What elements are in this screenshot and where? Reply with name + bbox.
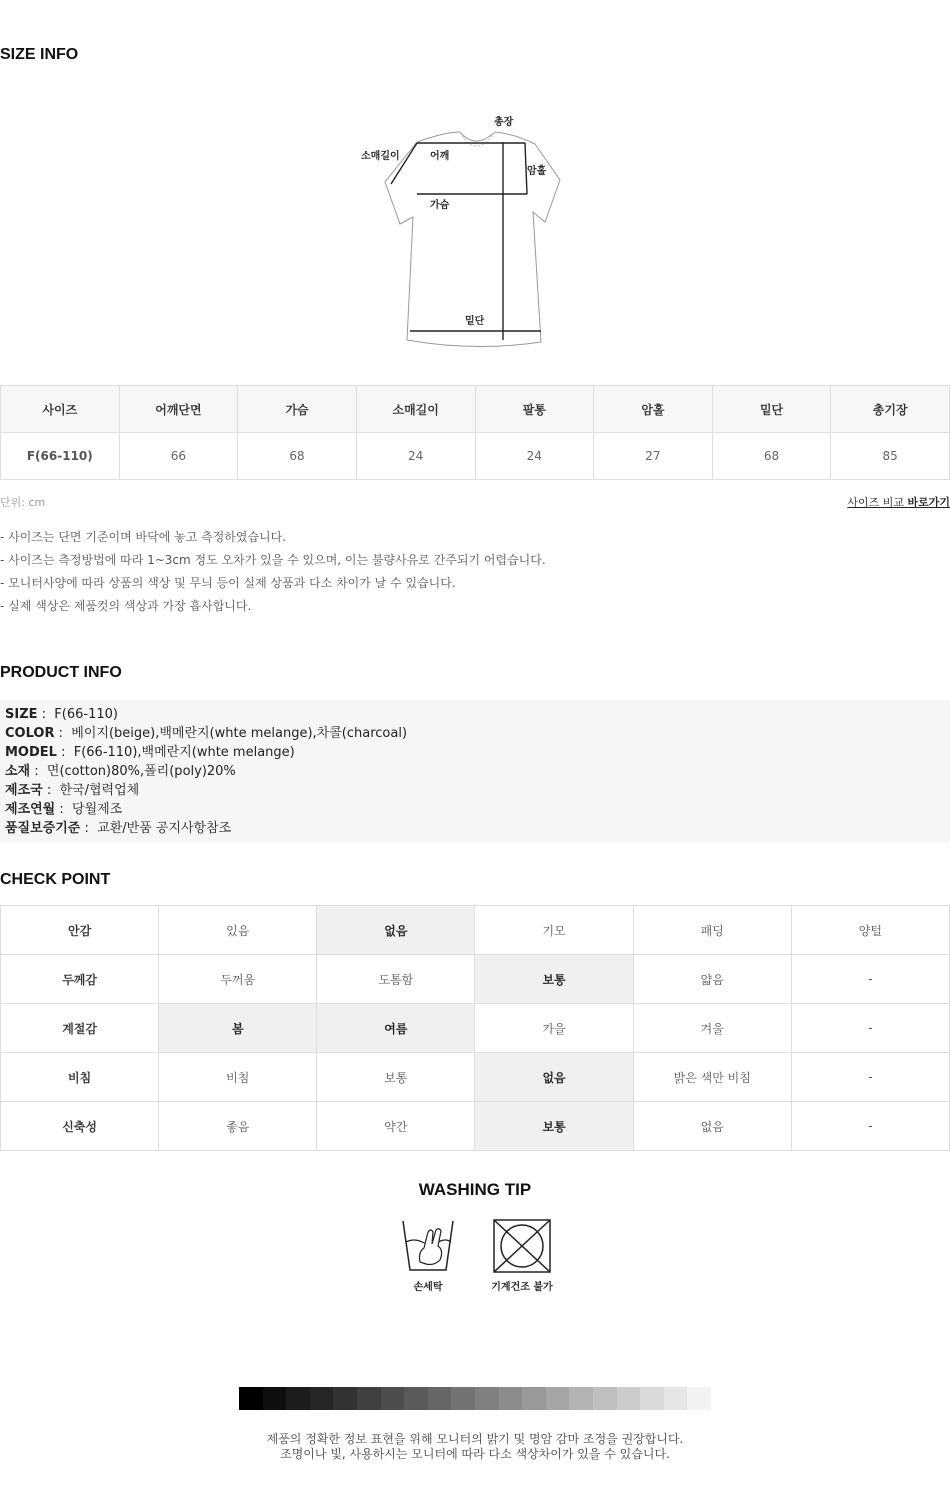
wash-label: 손세탁 (413, 1282, 443, 1293)
check-option: 없음 (317, 906, 475, 955)
gray-swatch (593, 1387, 617, 1410)
unit-label: 단위: cm (0, 496, 46, 509)
product-info-row: SIZE : F(66-110) (5, 707, 118, 722)
garment-size-diagram (355, 112, 595, 357)
size-col-header: 소매길이 (356, 386, 475, 433)
size-col-header: 어깨단면 (119, 386, 238, 433)
diagram-label-hem: 밑단 (465, 316, 485, 327)
gray-swatch (239, 1387, 263, 1410)
check-option: 비침 (159, 1053, 317, 1102)
gray-scale-strip (239, 1387, 711, 1410)
product-info-row: COLOR : 베이지(beige),백메란지(whte melange),차콜(charcoal) (5, 726, 408, 741)
wash-label: 기계건조 불가 (491, 1282, 553, 1293)
check-option: 여름 (317, 1004, 475, 1053)
gray-swatch (522, 1387, 546, 1410)
check-option: 봄 (159, 1004, 317, 1053)
size-cell: 27 (594, 433, 713, 480)
check-option: 양털 (791, 906, 949, 955)
size-cell: F(66-110) (1, 433, 120, 480)
no-machine-dry-icon (492, 1218, 552, 1274)
check-row-head: 비침 (1, 1053, 159, 1102)
gray-swatch (687, 1387, 711, 1410)
table-row (1, 955, 950, 1004)
product-info-label: COLOR (5, 726, 55, 741)
size-col-header: 사이즈 (1, 386, 120, 433)
diagram-label-armhole: 암홀 (527, 166, 547, 177)
product-info-row: 제조국 : 한국/협력업체 (5, 783, 140, 798)
size-cell: 66 (119, 433, 238, 480)
check-option: 패딩 (633, 906, 791, 955)
product-info-label: MODEL (5, 745, 57, 760)
tshirt-outline-icon (355, 112, 595, 357)
size-cell: 24 (475, 433, 594, 480)
table-row (1, 433, 950, 480)
check-row-head: 신축성 (1, 1102, 159, 1151)
gray-swatch (664, 1387, 688, 1410)
size-col-header: 암홀 (594, 386, 713, 433)
gray-swatch (381, 1387, 405, 1410)
wash-item (388, 1218, 468, 1293)
product-info-box (0, 700, 950, 842)
product-info-value: 면(cotton)80%,폴리(poly)20% (46, 764, 236, 779)
check-option: - (791, 955, 949, 1004)
product-info-value: 교환/반품 공지사항참조 (97, 821, 232, 836)
gray-swatch (640, 1387, 664, 1410)
note-line: - 사이즈는 단면 기준이며 바닥에 놓고 측정하였습니다. (0, 530, 287, 544)
gray-swatch (428, 1387, 452, 1410)
size-compare-prefix: 사이즈 비교 (847, 496, 908, 509)
product-info-row: 품질보증기준 : 교환/반품 공지사항참조 (5, 821, 232, 836)
product-info-value: 당월제조 (72, 802, 123, 817)
size-col-header: 총기장 (831, 386, 950, 433)
table-row (1, 1053, 950, 1102)
product-info-value: F(66-110) (54, 707, 118, 722)
check-point-table (0, 905, 950, 1151)
diagram-label-length: 총장 (494, 117, 514, 128)
check-option: 없음 (475, 1053, 633, 1102)
check-option: 얇음 (633, 955, 791, 1004)
check-option: 좋음 (159, 1102, 317, 1151)
table-row (1, 906, 950, 955)
check-option: 두꺼움 (159, 955, 317, 1004)
gray-swatch (263, 1387, 287, 1410)
product-info-label: 품질보증기준 (5, 821, 81, 836)
size-cell: 68 (712, 433, 831, 480)
product-info-value: F(66-110),백메란지(whte melange) (73, 745, 295, 760)
product-info-title: PRODUCT INFO (0, 664, 122, 681)
disclaimer-line: 제품의 정확한 정보 표현을 위해 모니터의 밝기 및 명암 감마 조정을 권장합니다. (266, 1432, 684, 1446)
size-info-title: SIZE INFO (0, 46, 79, 63)
size-cell: 85 (831, 433, 950, 480)
check-option: 기모 (475, 906, 633, 955)
note-line: - 모니터사양에 따라 상품의 색상 및 무늬 등이 실제 상품과 다소 차이가 날 수 있습니다. (0, 576, 456, 590)
size-notes (0, 526, 546, 618)
gray-swatch (499, 1387, 523, 1410)
size-col-header: 가슴 (238, 386, 357, 433)
check-option: - (791, 1004, 949, 1053)
product-info-row: 제조연월 : 당월제조 (5, 802, 123, 817)
check-option: 보통 (475, 955, 633, 1004)
product-info-label: SIZE (5, 707, 38, 722)
check-row-head: 두께감 (1, 955, 159, 1004)
gray-swatch (310, 1387, 334, 1410)
check-option: 겨울 (633, 1004, 791, 1053)
hand-wash-icon (400, 1218, 456, 1274)
table-row (1, 1102, 950, 1151)
check-option: 보통 (475, 1102, 633, 1151)
check-option: 없음 (633, 1102, 791, 1151)
product-info-row: 소재 : 면(cotton)80%,폴리(poly)20% (5, 764, 236, 779)
note-line: - 사이즈는 측정방법에 따라 1~3cm 정도 오차가 있을 수 있으며, 이는 불량사유로 간주되기 어렵습니다. (0, 553, 546, 567)
size-table-header (1, 386, 950, 433)
table-row (1, 1004, 950, 1053)
check-option: - (791, 1102, 949, 1151)
size-cell: 24 (356, 433, 475, 480)
size-col-header: 밑단 (712, 386, 831, 433)
gray-swatch (357, 1387, 381, 1410)
product-info-value: 한국/협력업체 (59, 783, 140, 798)
size-cell: 68 (238, 433, 357, 480)
check-option: 밝은 색만 비침 (633, 1053, 791, 1102)
gray-swatch (404, 1387, 428, 1410)
product-info-label: 제조연월 (5, 802, 56, 817)
color-disclaimer (0, 1432, 950, 1462)
check-point-title: CHECK POINT (0, 871, 111, 888)
gray-swatch (617, 1387, 641, 1410)
product-info-label: 제조국 (5, 783, 43, 798)
check-option: 있음 (159, 906, 317, 955)
note-line: - 실제 색상은 제품컷의 색상과 가장 흡사합니다. (0, 599, 252, 613)
gray-swatch (451, 1387, 475, 1410)
size-compare-link[interactable] (847, 494, 950, 510)
check-option: 도톰함 (317, 955, 475, 1004)
product-info-value: 베이지(beige),백메란지(whte melange),차콜(charcoal) (71, 726, 408, 741)
check-option: 가을 (475, 1004, 633, 1053)
gray-swatch (475, 1387, 499, 1410)
size-table (0, 385, 950, 480)
disclaimer-line: 조명이나 빛, 사용하시는 모니터에 따라 다소 색상차이가 있을 수 있습니다. (280, 1447, 670, 1461)
check-row-head: 계절감 (1, 1004, 159, 1053)
gray-swatch (333, 1387, 357, 1410)
check-row-head: 안감 (1, 906, 159, 955)
check-option: 약간 (317, 1102, 475, 1151)
check-option: 보통 (317, 1053, 475, 1102)
product-info-label: 소재 (5, 764, 31, 779)
gray-swatch (546, 1387, 570, 1410)
product-info-row: MODEL : F(66-110),백메란지(whte melange) (5, 745, 295, 760)
check-option: - (791, 1053, 949, 1102)
size-compare-bold: 바로가기 (907, 496, 950, 509)
wash-item (482, 1218, 562, 1293)
washing-tip-title: WASHING TIP (418, 1180, 532, 1199)
diagram-label-shoulder: 어깨 (430, 151, 450, 162)
size-col-header: 팔통 (475, 386, 594, 433)
diagram-label-sleeve: 소매길이 (361, 151, 400, 162)
diagram-label-chest: 가슴 (430, 200, 450, 211)
gray-swatch (286, 1387, 310, 1410)
gray-swatch (569, 1387, 593, 1410)
